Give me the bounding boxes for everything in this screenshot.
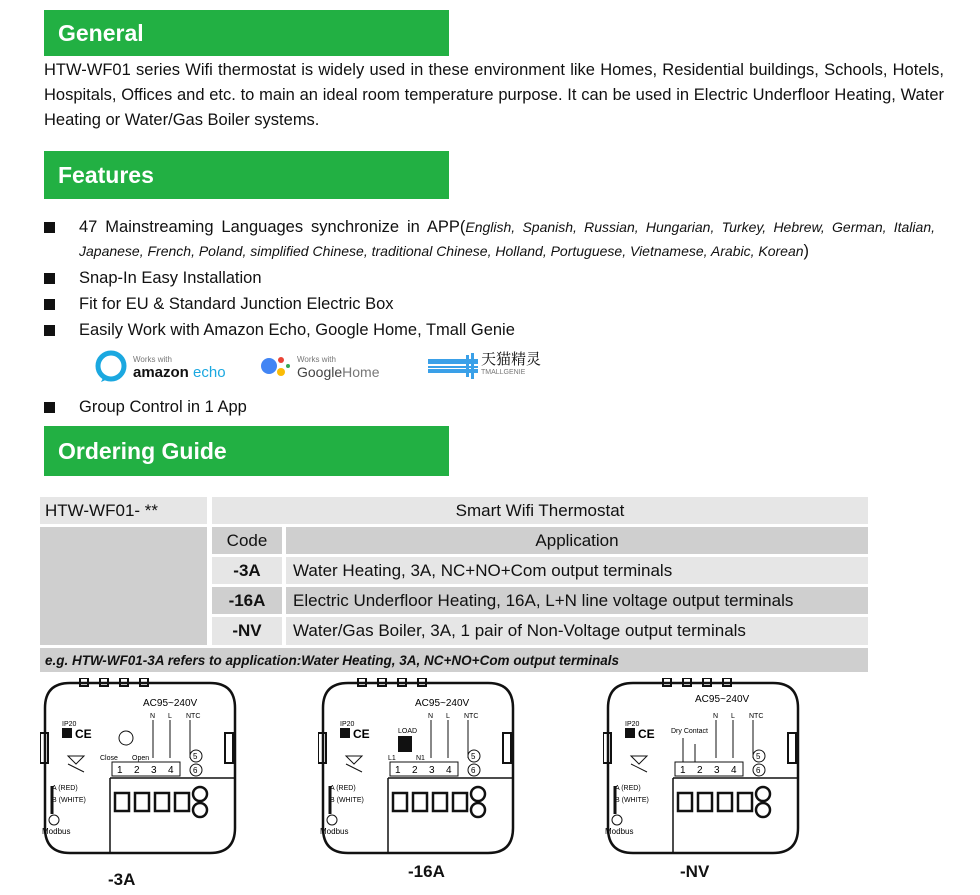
example-note: e.g. HTW-WF01-3A refers to application:Water Heating, 3A, NC+NO+Com output terminals [40,648,868,672]
n-label: N [428,713,434,720]
load-switch-icon [398,736,412,752]
amazon-echo-logo [93,348,226,384]
bullet-square-icon [44,325,55,336]
feature-item [44,318,515,342]
model-cell: HTW-WF01- ** [40,497,207,524]
ac-voltage-label: AC95~240V [695,694,750,705]
feature-item [44,292,394,316]
terminal-1: 1 [680,765,686,776]
relay-icon [119,731,133,745]
feature-text: Fit for EU & Standard Junction Electric Box [79,295,394,313]
dry-contact-label: Dry Contact [671,728,708,735]
terminal-1: 1 [395,765,401,776]
ntc-label: NTC [464,713,479,720]
wiring-diagram-16a [318,678,518,856]
works-with-label: Works with [133,355,172,364]
ntc-label: NTC [749,713,764,720]
l1-label: L1 [388,755,396,762]
terminal-2: 2 [412,765,418,776]
bullet-square-icon [44,402,55,413]
languages-label: 47 Mainstreaming Languages synchronize in APP( [79,218,466,236]
tmall-en-word: TMALLGENIE [481,369,526,376]
b-white-label: B (WHITE) [615,797,649,804]
modbus-label: Modbus [320,827,349,836]
bullet-square-icon [44,222,55,233]
wiring-diagram-3a [40,678,240,856]
bin-icon [346,756,362,772]
feature-languages [44,215,935,263]
table-row-app: Water Heating, 3A, NC+NO+Com output terminals [286,557,868,584]
n1-label: N1 [416,755,425,762]
ntc-label: NTC [186,713,201,720]
feature-text: Group Control in 1 App [79,398,247,416]
diagram-caption-16a: -16A [408,862,445,881]
terminal-6: 6 [471,766,476,775]
terminal-1: 1 [117,765,123,776]
feature-text: Easily Work with Amazon Echo, Google Home, Tmall Genie [79,321,515,339]
terminal-6: 6 [193,766,198,775]
section-heading-features: Features [44,151,449,199]
blank-cell [40,527,207,645]
ip20-icon [340,728,350,738]
ce-mark: CE [638,727,655,741]
terminal-2: 2 [134,765,140,776]
terminal-5: 5 [471,752,476,761]
table-row-code: -NV [212,617,282,645]
a-red-label: A (RED) [52,785,78,792]
ac-voltage-label: AC95~240V [415,698,470,709]
google-word: Google [297,364,343,380]
languages-close: ) [803,242,810,260]
code-header: Code [212,527,282,554]
google-home-logo [259,348,380,384]
languages-list: English, Spanish, Russian, Hungarian, Turkey, Hebrew, German, Italian, Japanese, French, Poland, simplified Chinese, traditional Chinese, Holland, Portuguese, Vietnamese, Arabic, Korean [79,219,935,259]
terminal-3: 3 [151,765,157,776]
home-word: Home [342,364,380,380]
terminal-3: 3 [429,765,435,776]
tmall-wave-icon [428,353,478,379]
modbus-label: Modbus [42,827,71,836]
product-cell: Smart Wifi Thermostat [212,497,868,524]
section-heading-general: General [44,10,449,56]
google-assistant-icon [259,351,295,381]
terminal-4: 4 [168,765,174,776]
ce-mark: CE [353,727,370,741]
b-white-label: B (WHITE) [52,797,86,804]
ip20-icon [62,728,72,738]
table-row-code: -16A [212,587,282,614]
a-red-label: A (RED) [330,785,356,792]
bullet-square-icon [44,273,55,284]
modbus-label: Modbus [605,827,634,836]
terminal-2: 2 [697,765,703,776]
terminal-3: 3 [714,765,720,776]
table-row-app: Water/Gas Boiler, 3A, 1 pair of Non-Voltage output terminals [286,617,868,645]
ip20-icon [625,728,635,738]
diagram-caption-3a: -3A [108,870,136,889]
bin-icon [631,756,647,772]
tmall-cn-word: 天猫精灵 [481,351,542,368]
tmall-genie-logo [428,348,541,384]
feature-item [44,266,262,290]
amazon-word: amazon [133,364,189,381]
works-with-label: Works with [297,355,336,364]
open-label: Open [132,755,150,762]
l-label: L [731,713,735,720]
ip20-label: IP20 [340,721,355,728]
terminal-5: 5 [193,752,198,761]
l-label: L [446,713,450,720]
terminal-4: 4 [446,765,452,776]
terminal-4: 4 [731,765,737,776]
table-row-code: -3A [212,557,282,584]
ip20-label: IP20 [625,721,640,728]
section-heading-ordering: Ordering Guide [44,426,449,476]
ac-voltage-label: AC95~240V [143,698,198,709]
terminal-6: 6 [756,766,761,775]
ip20-label: IP20 [62,721,77,728]
echo-word: echo [193,364,226,381]
ce-mark: CE [75,727,92,741]
bullet-square-icon [44,299,55,310]
alexa-ring-icon [93,348,129,384]
terminal-5: 5 [756,752,761,761]
feature-item [44,395,247,419]
a-red-label: A (RED) [615,785,641,792]
b-white-label: B (WHITE) [330,797,364,804]
l-label: L [168,713,172,720]
table-row-app: Electric Underfloor Heating, 16A, L+N line voltage output terminals [286,587,868,614]
n-label: N [713,713,719,720]
bin-icon [68,756,84,772]
diagram-caption-nv: -NV [680,862,710,881]
n-label: N [150,713,156,720]
application-header: Application [286,527,868,554]
general-paragraph: HTW-WF01 series Wifi thermostat is widely used in these environment like Homes, Residential buildings, Schools, Hotels, Hospitals, Offices and etc. to main an ideal room temperature purpose. It can be used in Electric Underfloor Heating, Water Heating or Water/Gas Boiler systems. [44,61,944,129]
feature-text: Snap-In Easy Installation [79,269,262,287]
close-label: Close [100,755,118,762]
wiring-diagram-nv [603,678,803,856]
load-label: LOAD [398,728,418,735]
